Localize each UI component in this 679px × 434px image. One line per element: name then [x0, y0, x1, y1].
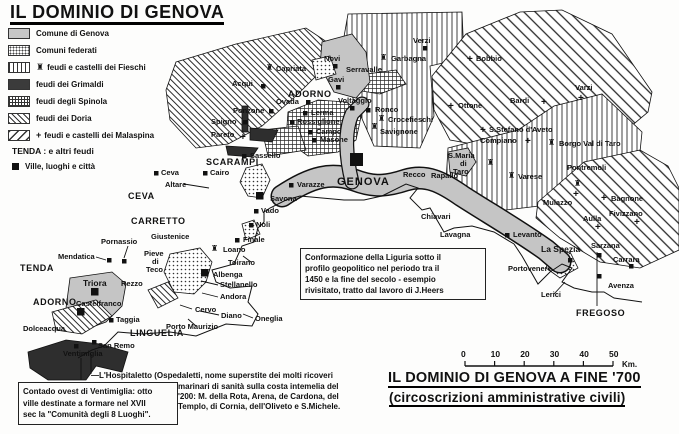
hospitaletto-note-line: '200: M. della Rota, Arena, de Cardona, del: [178, 392, 339, 401]
map-label: Ceva: [161, 168, 179, 177]
map-label: FREGOSO: [576, 308, 626, 318]
map-label: Acqui: [232, 79, 253, 88]
town-marker: [261, 84, 266, 89]
town-marker: [74, 344, 79, 349]
castle-marker: ♜: [211, 244, 219, 253]
map-label: Bobbio: [476, 54, 502, 63]
legend-label: feudi e castelli dei Fieschi: [47, 62, 146, 72]
town-marker: [289, 183, 294, 188]
legend-item-grimaldi: [8, 78, 198, 90]
castle-marker: ♜: [380, 53, 388, 62]
town-marker: [269, 109, 274, 114]
town-marker: [568, 258, 573, 263]
city-marker: [201, 269, 209, 277]
legend-ville-row: [8, 160, 198, 172]
scale-bar-label: 0: [461, 349, 466, 359]
town-marker: [254, 209, 259, 214]
footer-title: IL DOMINIO DI GENOVA A FINE '700: [388, 370, 641, 386]
map-label: San Remo: [98, 341, 135, 350]
hospitaletto-note-line: Templo, di Cornia, dell'Oliveto e S.Michele.: [178, 402, 341, 411]
scale-bar-unit: Km.: [622, 360, 638, 369]
town-marker: [597, 274, 602, 279]
map-label: Bagnone: [611, 194, 644, 203]
castle-marker: ♜: [508, 171, 516, 180]
map-label: Mendatica: [58, 252, 95, 261]
map-label: TENDA: [20, 263, 54, 273]
town-marker: [306, 100, 311, 105]
town-marker: [597, 253, 602, 258]
map-label: Varzi: [575, 83, 593, 92]
cross-marker: +: [467, 54, 473, 65]
leader-line: [96, 257, 106, 260]
map-label: Taro: [453, 167, 469, 176]
map-label: La Spezia: [541, 244, 581, 254]
heers-note-line: profilo geopolitico nel periodo tra il: [305, 264, 440, 273]
fieschi-swatch: [8, 62, 30, 73]
map-label: Carrara: [613, 255, 640, 264]
map-label: Pieve: [144, 249, 164, 258]
map-label: di: [460, 159, 467, 168]
town-marker: [629, 264, 634, 269]
map-label: Avenza: [608, 281, 634, 290]
cross-marker: +: [541, 97, 547, 108]
town-marker: [303, 111, 308, 116]
map-label: SCARAMPI: [206, 157, 259, 167]
cross-marker: +: [448, 101, 454, 112]
town-marker: [107, 258, 112, 263]
ville-square-icon: [12, 163, 19, 170]
map-label: Novi: [324, 54, 341, 63]
map-label: Pornassio: [101, 237, 138, 246]
town-marker: [109, 318, 114, 323]
map-label: Chiavari: [421, 212, 451, 221]
contado-note-line: sec la "Comunità degli 8 Luoghi".: [23, 410, 151, 419]
town-marker: [336, 85, 341, 90]
hospitaletto-note-rest: [178, 382, 340, 412]
map-label: Andora: [220, 292, 247, 301]
map-label: Capriata: [276, 64, 307, 73]
doria-swatch: [8, 113, 30, 124]
map-label: Varazze: [297, 180, 325, 189]
map-label: di: [152, 257, 159, 266]
map-label: Compiano: [480, 136, 517, 145]
map-label: Portovenere: [508, 264, 552, 273]
map-label: Recco: [403, 170, 426, 179]
cross-marker: +: [573, 189, 579, 200]
hospitaletto-note-line1: — L'Hospitaletto (Ospedaletti, nome superstite dei molti ricoveri: [91, 371, 333, 380]
map-label: Lerma: [311, 108, 334, 117]
legend-label: feudi e castelli dei Malaspina: [44, 130, 155, 140]
map-label: Teco: [146, 265, 163, 274]
map-label: Triora: [83, 278, 107, 288]
federati-swatch: [8, 45, 30, 56]
map-label: Ventimiglia: [63, 349, 103, 358]
map-label: GENOVA: [337, 176, 390, 188]
map-label: Cervo: [195, 305, 217, 314]
map-label: Verzi: [413, 36, 431, 45]
map-label: Diano: [221, 311, 242, 320]
map-label: LINGUELIA: [130, 328, 184, 338]
map-label: Masone: [320, 135, 348, 144]
leader-line: [124, 246, 128, 258]
map-label: Voltaggio: [338, 96, 372, 105]
map-label: Castelfranco: [76, 299, 122, 308]
map-label: Ponzone: [233, 106, 265, 115]
map-label: Aulla: [583, 214, 602, 223]
legend-label: feudi dei Doria: [36, 113, 92, 123]
map-label: Albenga: [213, 270, 243, 279]
malaspina-cross-icon: +: [36, 129, 42, 140]
spinola-swatch: [8, 96, 30, 107]
map-label: ADORNO: [288, 89, 332, 99]
map-label: Serravalle: [346, 65, 382, 74]
map-label: CEVA: [128, 191, 155, 201]
hospitaletto-note-line: marinari di sanità sulla costa intemelia del: [178, 382, 339, 391]
town-marker: [312, 138, 317, 143]
map-label: Mulazzo: [543, 198, 573, 207]
town-marker: [423, 46, 428, 51]
town-marker: [366, 108, 371, 113]
legend: [8, 27, 198, 177]
castle-marker: ♜: [548, 138, 556, 147]
town-marker: [505, 233, 510, 238]
map-label: Loano: [223, 245, 246, 254]
legend-item-comune: [8, 27, 198, 39]
legend-item-spinola: [8, 95, 198, 107]
map-label: Dolceacqua: [23, 324, 66, 333]
castle-marker: ♜: [574, 179, 582, 188]
cross-marker: +: [634, 217, 640, 228]
map-label: Pareto: [211, 130, 235, 139]
map-label: Borgo Val di Taro: [559, 139, 621, 148]
leader-line: [184, 184, 209, 188]
map-label: Garbagna: [391, 54, 427, 63]
city-marker: [91, 288, 99, 296]
legend-label: feudi dei Grimaldi: [36, 79, 104, 89]
leader-line: [202, 293, 218, 297]
region-dots: [240, 164, 270, 198]
heers-note-line: Conformazione della Liguria sotto il: [305, 253, 442, 262]
map-label: Gavi: [328, 75, 345, 84]
legend-label: Ville, luoghi e città: [25, 161, 96, 171]
map-label: Oneglia: [255, 314, 283, 323]
scale-bar-label: 10: [490, 349, 501, 359]
map-label: Lavagna: [440, 230, 471, 239]
town-marker: [243, 120, 248, 125]
page-title: IL DOMINIO DI GENOVA: [10, 2, 224, 25]
map-label: CARRETTO: [131, 216, 186, 226]
map-label: Porto Maurizio: [166, 322, 219, 331]
cross-marker: +: [595, 222, 601, 233]
legend-label: Comune di Genova: [36, 28, 109, 38]
legend-tenda-note: TENDA : e altri feudi: [12, 146, 94, 156]
town-marker: [333, 64, 338, 69]
heers-note-box: [300, 248, 486, 300]
town-marker: [290, 120, 295, 125]
town-marker: [308, 130, 313, 135]
scale-bar-label: 20: [520, 349, 530, 359]
town-marker: [350, 106, 355, 111]
map-label: Savignone: [380, 127, 418, 136]
map-label: Rezzo: [121, 279, 143, 288]
contado-note-line: Contado ovest di Ventimiglia: otto: [23, 387, 153, 396]
genova-marker: [350, 153, 363, 166]
town-marker: [122, 259, 127, 264]
map-label: Noli: [256, 220, 271, 229]
leader-line: [180, 305, 192, 309]
map-label: Lerici: [541, 290, 562, 299]
cross-marker: +: [601, 193, 607, 204]
map-label: Savona: [270, 194, 297, 203]
legend-label: Comuni federati: [36, 45, 97, 55]
legend-label: feudi degli Spinola: [36, 96, 108, 106]
town-marker: [235, 238, 240, 243]
footer-subtitle: (circoscrizioni amministrative civili): [389, 390, 626, 405]
map-label: ADORNO: [33, 297, 77, 307]
scale-bar-label: 30: [549, 349, 560, 359]
town-marker: [203, 171, 208, 176]
cross-marker: +: [480, 125, 486, 136]
map-label: Bardi: [510, 96, 530, 105]
cross-marker: +: [578, 93, 584, 104]
castle-marker: ♜: [266, 63, 274, 72]
cross-marker: +: [525, 136, 531, 147]
contado-note-box: [18, 382, 178, 425]
map-label: Spigno: [211, 117, 237, 126]
map-label: Altare: [165, 180, 187, 189]
map-label: Rapallo: [431, 171, 459, 180]
map-label: Ottone: [458, 101, 483, 110]
map-label: Crocefieschi: [388, 115, 434, 124]
comune-swatch: [8, 28, 30, 39]
map-label: Levanto: [513, 230, 542, 239]
malaspina-swatch: [8, 130, 30, 141]
map-label: Vado: [261, 206, 279, 215]
legend-item-fieschi: [8, 61, 198, 73]
map-label: Sassello: [250, 151, 281, 160]
map-label: Giustenice: [151, 232, 190, 241]
castle-marker: ♜: [487, 158, 495, 167]
scale-bar-label: 40: [579, 349, 589, 359]
castle-marker: ♜: [378, 114, 386, 123]
castle-marker: ♜: [371, 122, 379, 131]
legend-item-malaspina: [8, 129, 198, 141]
heers-note-line: 1450 e la fine del secolo - esempio: [305, 275, 436, 284]
city-marker: [77, 308, 85, 316]
map-label: Cairo: [210, 168, 230, 177]
leader-line: [243, 314, 253, 318]
heers-note-line: rivisitato, tratto dal lavoro di J.Heers: [305, 286, 444, 295]
town-marker: [249, 223, 254, 228]
map-label: Taggia: [116, 315, 140, 324]
map-label: Rossiglione: [297, 117, 340, 126]
map-label: Varese: [518, 172, 543, 181]
map-label: Stellanello: [220, 280, 258, 289]
map-label: Ronco: [375, 105, 399, 114]
map-label: S.Maria: [448, 151, 475, 160]
map-label: S.Stefano d'Aveto: [489, 125, 553, 134]
map-label: Finale: [243, 235, 265, 244]
map-label: Fivizzano: [609, 209, 643, 218]
cross-marker: +: [240, 132, 246, 143]
legend-item-federati: [8, 44, 198, 56]
town-marker: [92, 340, 97, 345]
city-marker: [256, 192, 264, 200]
contado-note-line: ville destinate a formare nel XVII: [23, 398, 146, 408]
legend-item-doria: [8, 112, 198, 124]
map-label: Toirano: [228, 258, 255, 267]
grimaldi-swatch: [8, 79, 30, 90]
map-label: Ovada: [276, 97, 299, 106]
castle-icon: ♜: [36, 61, 45, 72]
map-label: Campo: [316, 127, 342, 136]
map-label: Sarzana: [591, 241, 620, 250]
scale-bar-label: 50: [609, 349, 619, 359]
map-label: Pontremoli: [567, 163, 607, 172]
